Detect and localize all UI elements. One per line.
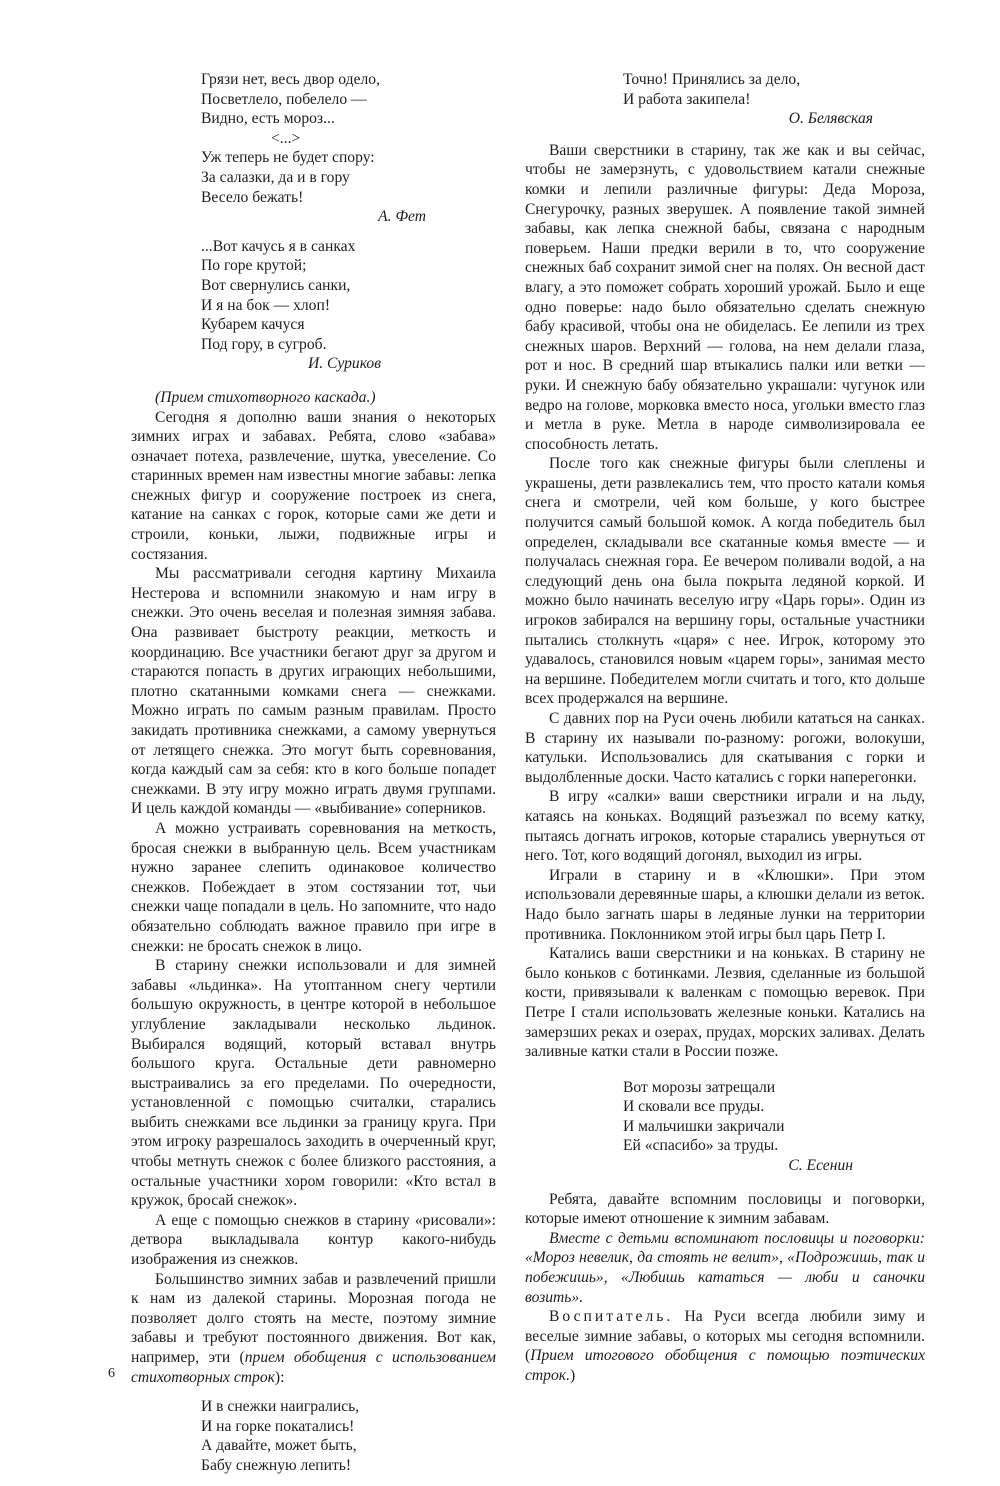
poem-line: Уж теперь не будет спору:: [201, 149, 375, 167]
paragraph-text-end: ): [569, 1367, 576, 1384]
poem-line: И мальчишки закричали: [623, 1117, 785, 1135]
paragraph-text: На Руси всегда любили зиму и веселые зимние забавы, о которых мы сегодня вспомнили. (: [525, 1308, 925, 1365]
speaker-label: Воспитатель.: [549, 1308, 674, 1326]
poem-line: Грязи нет, весь двор одело,: [201, 71, 380, 88]
paragraph: В игру «салки» ваши сверстники играли и на льду, катаясь на коньках. Водящий разъезжал по всему катку, пытаясь догнать игроков, которые старались увернуться от него. Тот, кого водящий догонял, выходил из игры.: [525, 788, 925, 865]
poem-fet: [131, 70, 426, 227]
paragraph-text-end: ):: [274, 1368, 285, 1386]
method-note: Прием итогового обобщения с помощью поэтических строк.: [525, 1347, 925, 1384]
paragraph: Играли в старину и в «Клюшки». При этом использовали деревянные шары, а клюшки делали из веток. Надо было загнать шары в ледяные лунки на территории противника. Поклонником этой игры был царь Петр I.: [525, 866, 925, 943]
right-column: [525, 62, 925, 1386]
poem-author: А. Фет: [378, 208, 426, 226]
left-column: [131, 62, 496, 1486]
paragraph: Катались ваши сверстники и на коньках. В старину не было коньков с ботинками. Лезвия, сделанные из большой кости, привязывали к валенкам с помощью веревок. При Петре I стали использовать железные коньки. Катались на замерзших реках и озерах, прудах, морских заливах. Делать заливные катки стали в России позже.: [525, 945, 925, 1061]
paragraph: В старину снежки использовали и для зимней забавы «льдинка». На утоптанном снегу чертили большую окружность, в центре которой в небольшое углубление закладывали несколько льдинок. Выбирался водящий, который вставал внутрь большого круга. Остальные дети равномерно выстраивались за его пределами. По очередности, установленной с помощью считалки, старались выбить снежками все льдинки за границу круга. При этом игроку разрешалось заходить в очерченный круг, чтобы метнуть снежок с более близкого расстояния, а остальные участники хором говорили: «Кто встал в кружок, бросай снежок».: [131, 957, 496, 1210]
paragraph: Сегодня я дополню ваши знания о некоторых зимних играх и забавах. Ребята, слово «забава» означает потеха, развлечение, шутка, увеселение. Со старинных времен нам известны многие забавы: лепка снежных фигур и сооружение построек из снега, катание на санках с горок, которые сами же дети и строили, коньки, лыжи, подвижные игры и состязания.: [131, 408, 496, 563]
paragraph-with-note: [131, 1270, 496, 1388]
paragraph-final: [525, 1307, 925, 1385]
poem-belyavskaya: [525, 70, 873, 129]
poem-snowman: [131, 1397, 496, 1475]
paragraph: После того как снежные фигуры были слеплены и украшены, дети развлекались тем, что просто катали комья снега и смотрели, чей ком больше, у кого быстрее получится самый большой комок. А когда победитель был определен, складывали все скатанные комья вместе — и получалась снежная гора. Ее вечером поливали водой, а на следующий день она была покрыта ледяной коркой. И можно было начинать веселую игру «Царь горы». Один из игроков забирался на вершину горы, остальные участники пытались столкнуть «царя» с нее. Игрок, которому это удавалось, становился новым «царем горы», занимая место на вершине. Победителем могли считать и того, кто дольше всех продержался на вершине.: [525, 455, 925, 708]
paragraph: Мы рассматривали сегодня картину Михаила Нестерова и вспомнили знакомую и нам игру в снежки. Это очень веселая и полезная зимняя забава. Она развивает быстроту реакции, меткость и координацию. Все участники бегают друг за другом и стараются попасть в других играющих небольшими, плотно скатанными комками снега — снежками. Можно играть по самым разным правилам. Просто закидать противника снежками, а самому увернуться от летящего снежка. Это могут быть соревнования, когда каждый сам за себя: кто в кого больше попадет снежками. В эту игру можно играть двумя группами. И цель каждой команды — «выбивание» соперников.: [131, 565, 496, 818]
poem-line: По горе крутой;: [201, 257, 307, 275]
poem-author: О. Белявская: [788, 110, 873, 128]
poem-surikov: [131, 237, 381, 374]
poem-line: Посветлело, побелело —: [201, 90, 367, 108]
poem-line: Под гору, в сугроб.: [201, 335, 327, 353]
poem-line: Кубарем качуся: [201, 316, 305, 334]
poem-line: И сковали все пруды.: [623, 1098, 765, 1116]
poem-esenin: [525, 1078, 853, 1176]
poem-line: Весело бежать!: [201, 188, 304, 206]
poem-line: И на горке покатались!: [201, 1417, 355, 1435]
paragraph: А еще с помощью снежков в старину «рисовали»: детвора выкладывала контур какого-нибудь изображения из снежков.: [131, 1211, 496, 1269]
method-note: прием обобщения с использованием стихотворных строк: [131, 1349, 496, 1386]
poem-ellipsis: <...>: [271, 129, 301, 147]
poem-line: Вот свернулись санки,: [201, 276, 351, 294]
poem-author: И. Суриков: [307, 355, 381, 373]
poem-line: И в снежки наигрались,: [201, 1398, 360, 1416]
page-number: 6: [108, 1366, 115, 1381]
poem-line: ...Вот качусь я в санках: [201, 237, 356, 255]
paragraph: С давних пор на Руси очень любили кататься на санках. В старину их называли по-разному: рогожи, волокуши, катульки. Использовались для скатывания с горки и выдолбленные доски. Часто катались с горки наперегонки.: [525, 710, 925, 786]
paragraph: Ваши сверстники в старину, так же как и вы сейчас, чтобы не замерзнуть, с удовольствием катали снежные комки и лепили различные фигуры: Деда Мороза, Снегурочку, разных зверушек. А появление такой зимней забавы, как лепка снежной бабы, связана с народным поверьем. Наши предки верили в то, что сооружение снежных баб сохранит зимой снег на полях. Он весной даст влагу, а это поможет собрать хороший урожай. Было и еще одно поверье: надо было обязательно сделать снежную бабу красивой, чтобы она не обиделась. Ее лепили из трех снежных шаров. Верхний — голова, на нем делали глаза, рот и нос. В средний шар втыкались палки или ветки — руки. И снежную бабу обязательно украшали: чугунок или ведро на голове, морковка вместо носа, угольки вместо глаз и метла в руке. Метла в народе символизировала ее способность летать.: [525, 141, 925, 453]
poem-line: А давайте, может быть,: [201, 1437, 357, 1455]
paragraph: А можно устраивать соревнования на меткость, бросая снежки в выбранную цель. Всем участникам нужно заранее слепить одинаковое количество снежков. Побеждает в этом состязании тот, чьи снежки чаще попадали в цель. Но запомните, что надо обязательно соблюдать важное правило при игре в снежки: не бросать снежок в лицо.: [131, 819, 496, 955]
poem-line: Точно! Принялись за дело,: [623, 71, 801, 88]
poem-line: За салазки, да и в гору: [201, 168, 350, 186]
paragraph-proverbs-list: Вместе с детьми вспоминают пословицы и поговорки: «Мороз невелик, да стоять не велит», «Подрожишь, так и побежишь», «Любишь кататься — люби и саночки возить».: [525, 1229, 925, 1306]
paragraph-text: Большинство зимних забав и развлечений пришли к нам из далекой старины. Морозная погода не позволяет долго стоять на месте, поэтому зимние забавы и требуют постоянного движения. Вот как, например, эти (: [131, 1270, 496, 1366]
poem-author: С. Есенин: [788, 1157, 853, 1175]
paragraph-proverbs: Ребята, давайте вспомним пословицы и поговорки, которые имеют отношение к зимним забавам.: [525, 1190, 925, 1228]
poem-line: Видно, есть мороз...: [201, 110, 335, 128]
poem-line: И работа закипела!: [623, 90, 751, 108]
poem-line: Бабу снежную лепить!: [201, 1456, 352, 1474]
poem-line: И я на бок — хлоп!: [201, 296, 331, 314]
poem-line: Вот морозы затрещали: [623, 1078, 776, 1096]
note-cascade: (Прием стихотворного каскада.): [155, 388, 376, 406]
poem-line: Ей «спасибо» за труды.: [623, 1137, 779, 1155]
